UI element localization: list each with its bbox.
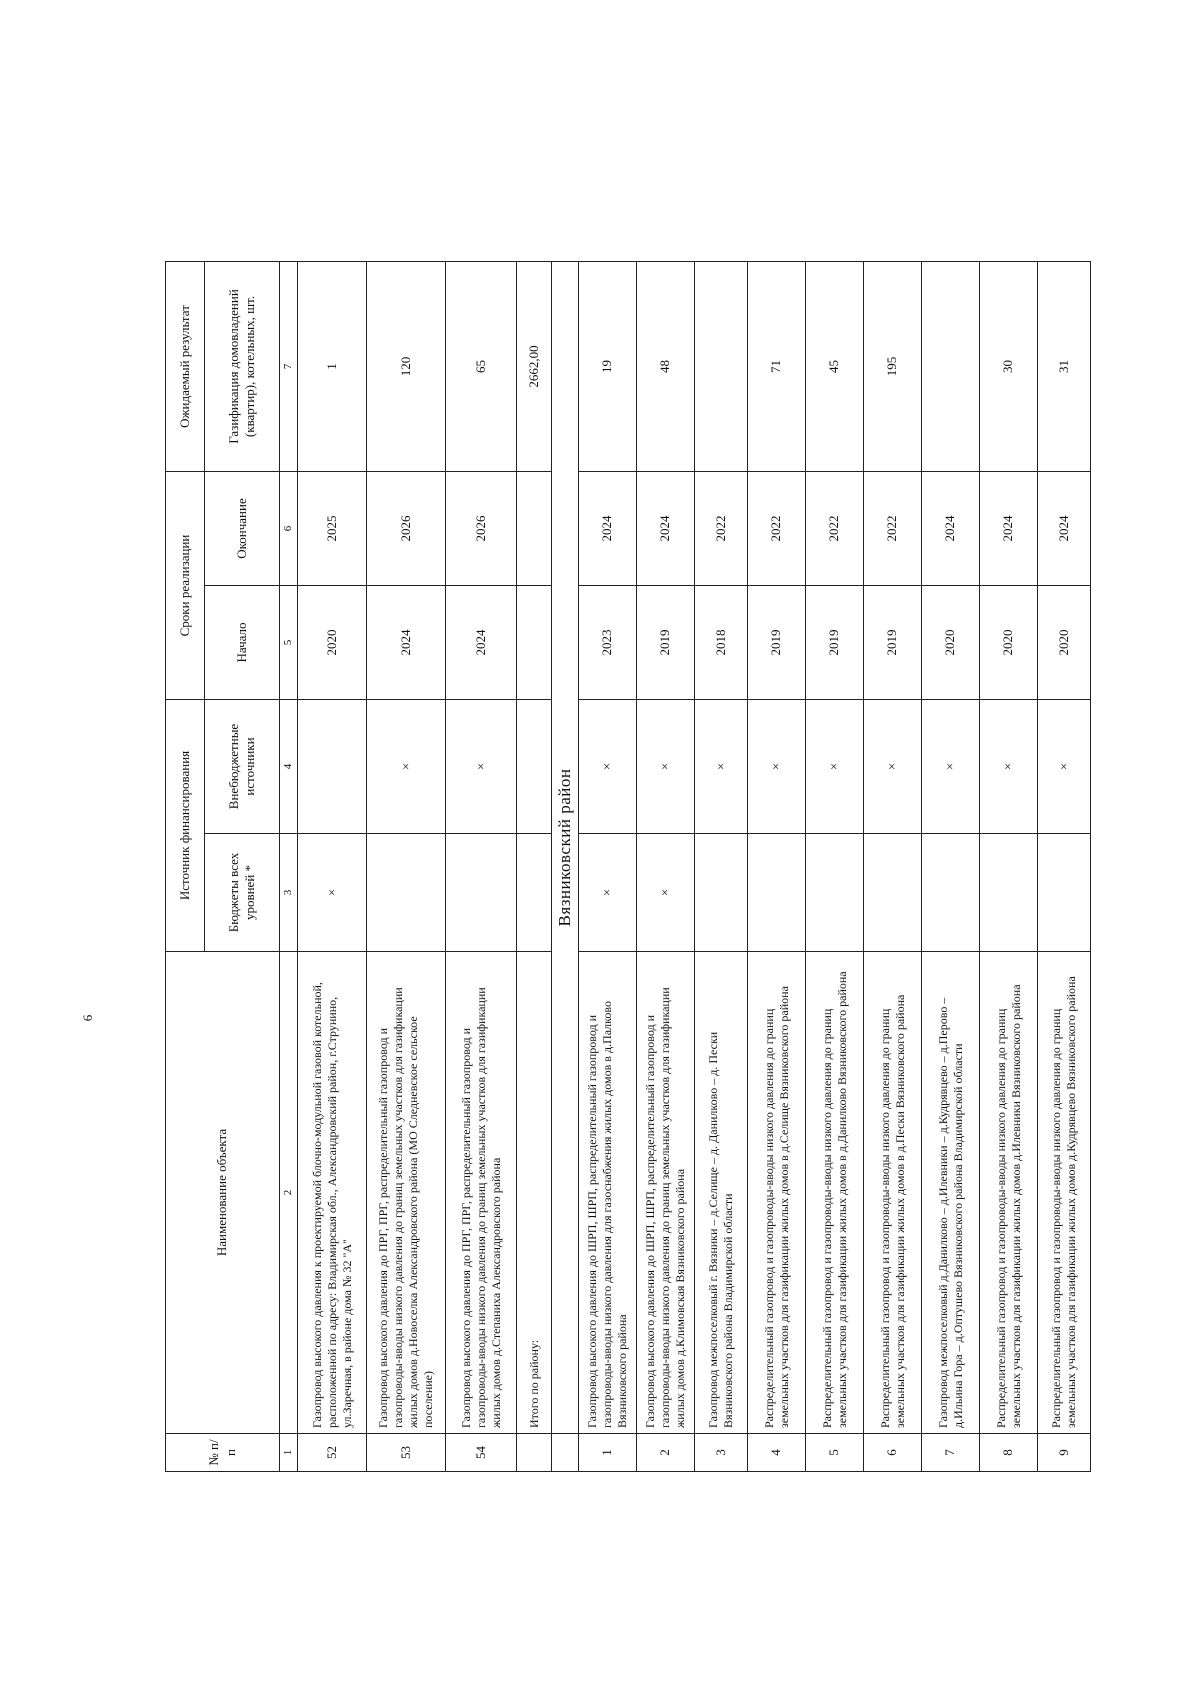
object-name: Распределительный газопровод и газопроводы-вводы низкого давления до границ земельных участков для газификации жилых домов в д.Пески Вязниковского района: [864, 952, 922, 1434]
result-value: 45: [806, 261, 864, 471]
extra-cell: ×: [579, 700, 637, 834]
header-result-sub: Газификация домовладений (квартир), котельных, шт.: [205, 261, 280, 471]
result-value: 195: [864, 261, 922, 471]
table-row: [367, 261, 446, 1471]
end-year: 2026: [446, 471, 517, 585]
budget-cell: [806, 834, 864, 952]
extra-cell: ×: [367, 700, 446, 834]
extra-cell: ×: [864, 700, 922, 834]
extra-cell: ×: [980, 700, 1038, 834]
object-name: Газопровод высокого давления к проектируемой блочно-модульной газовой котельной, расположенной по адресу: Владимирская обл., Александровский район, г.Струнино, ул.Заречная, в районе дома № 32 "А": [298, 952, 367, 1434]
result-value: 48: [637, 261, 695, 471]
start-year: 2020: [980, 586, 1038, 700]
end-year: 2024: [1038, 471, 1091, 585]
budget-cell: [446, 834, 517, 952]
budget-cell: ×: [298, 834, 367, 952]
result-value: 120: [367, 261, 446, 471]
col-number: 7: [280, 261, 298, 471]
start-year: 2023: [579, 586, 637, 700]
budget-cell: [1038, 834, 1091, 952]
extra-cell: ×: [806, 700, 864, 834]
extra-cell: ×: [922, 700, 980, 834]
header-end: Окончание: [205, 471, 280, 585]
start-year: 2024: [367, 586, 446, 700]
header-financing: Источник финансирования: [166, 700, 205, 952]
start-year: 2019: [637, 586, 695, 700]
end-year: 2022: [695, 471, 748, 585]
rotated-page: [165, 262, 1165, 1472]
table-row: [579, 261, 637, 1471]
extra-cell: ×: [446, 700, 517, 834]
start-year: 2020: [298, 586, 367, 700]
object-name: Газопровод высокого давления до ПРГ, ПРГ, распределительный газопровод и газопроводы-вводы низкого давления до границ земельных участков для газификации жилых домов д.Степаниха Александровского района: [446, 952, 517, 1434]
start-year: 2018: [695, 586, 748, 700]
row-number: 2: [637, 1434, 695, 1472]
end-year: 2026: [367, 471, 446, 585]
row-number: 7: [922, 1434, 980, 1472]
col-number: 3: [280, 834, 298, 952]
page-number: 6: [80, 1014, 95, 1022]
table-row: [748, 261, 806, 1471]
gasification-table: [165, 261, 1091, 1472]
table-row: [695, 261, 748, 1471]
total-label: Итого по району:: [517, 952, 552, 1434]
budget-cell: [367, 834, 446, 952]
budget-cell: [864, 834, 922, 952]
section-row: [552, 261, 579, 1471]
table-row: [1038, 261, 1091, 1471]
budget-cell: [748, 834, 806, 952]
total-row: [517, 261, 552, 1471]
header-result: Ожидаемый результат: [166, 261, 205, 471]
result-value: 31: [1038, 261, 1091, 471]
budget-cell: ×: [637, 834, 695, 952]
table-row: [298, 261, 367, 1471]
col-number: 1: [280, 1434, 298, 1472]
start-year: 2020: [1038, 586, 1091, 700]
section-title: Вязниковский район: [552, 261, 579, 1433]
row-number: 5: [806, 1434, 864, 1472]
header-start: Начало: [205, 586, 280, 700]
header-num: № п/п: [166, 1434, 280, 1472]
result-value: 19: [579, 261, 637, 471]
extra-cell: ×: [695, 700, 748, 834]
budget-cell: [695, 834, 748, 952]
row-number: 8: [980, 1434, 1038, 1472]
table-row: [922, 261, 980, 1471]
object-name: Распределительный газопровод и газопроводы-вводы низкого давления до границ земельных участков для газификации жилых домов в д.Данилково Вязниковского района: [806, 952, 864, 1434]
end-year: 2024: [980, 471, 1038, 585]
row-number: 1: [579, 1434, 637, 1472]
header-extra: Внебюджетные источники: [205, 700, 280, 834]
result-value: [695, 261, 748, 471]
col-number: 2: [280, 952, 298, 1434]
result-value: 71: [748, 261, 806, 471]
result-value: 1: [298, 261, 367, 471]
table-row: [446, 261, 517, 1471]
table-row: [864, 261, 922, 1471]
extra-cell: ×: [748, 700, 806, 834]
object-name: Газопровод высокого давления до ШРП, ШРП, распределительный газопровод и газопроводы-вводы низкого давления до границ земельных участков для газификации жилых домов д.Климовская Вязниковского района: [637, 952, 695, 1434]
row-number: 4: [748, 1434, 806, 1472]
result-value: 30: [980, 261, 1038, 471]
result-value: [922, 261, 980, 471]
object-name: Распределительный газопровод и газопроводы-вводы низкого давления до границ земельных участков для газификации жилых домов д.Кудрявцево Вязниковского района: [1038, 952, 1091, 1434]
row-number: 54: [446, 1434, 517, 1472]
row-number: 53: [367, 1434, 446, 1472]
table-row: [806, 261, 864, 1471]
end-year: 2022: [748, 471, 806, 585]
object-name: Распределительный газопровод и газопроводы-вводы низкого давления до границ земельных участков для газификации жилых домов в д.Селище Вязниковского района: [748, 952, 806, 1434]
row-number: 6: [864, 1434, 922, 1472]
object-name: Газопровод межпоселковый д.Данилково – д.Илевники – д.Кудрявцево – д.Перово – д.Ильина Гора – д.Оптушево Вязниковского района Владимирской области: [922, 952, 980, 1434]
extra-cell: ×: [637, 700, 695, 834]
budget-cell: ×: [579, 834, 637, 952]
row-number: 52: [298, 1434, 367, 1472]
budget-cell: [922, 834, 980, 952]
header-budget: Бюджеты всех уровней *: [205, 834, 280, 952]
object-name: Распределительный газопровод и газопроводы-вводы низкого давления до границ земельных участков для газификации жилых домов д.Илевники Вязниковского района: [980, 952, 1038, 1434]
row-number: 9: [1038, 1434, 1091, 1472]
end-year: 2025: [298, 471, 367, 585]
object-name: Газопровод межпоселковый г. Вязники – д.Селище – д. Данилково – д. Пески Вязниковского района Владимирской области: [695, 952, 748, 1434]
header-terms: Сроки реализации: [166, 471, 205, 699]
table-row: [980, 261, 1038, 1471]
end-year: 2024: [579, 471, 637, 585]
total-value: 2662,00: [517, 261, 552, 471]
col-number: 6: [280, 471, 298, 585]
col-number: 4: [280, 700, 298, 834]
start-year: 2019: [748, 586, 806, 700]
object-name: Газопровод высокого давления до ПРГ, ПРГ, распределительный газопровод и газопроводы-вводы низкого давления до границ земельных участков для газификации жилых домов д.Новоселка Александровского района (МО Следневское сельское поселение): [367, 952, 446, 1434]
start-year: 2024: [446, 586, 517, 700]
end-year: 2024: [637, 471, 695, 585]
object-name: Газопровод высокого давления до ШРП, ШРП, распределительный газопровод и газопроводы-вводы низкого давления для газоснабжения жилых домов в д.Палково Вязниковского района: [579, 952, 637, 1434]
end-year: 2022: [806, 471, 864, 585]
end-year: 2024: [922, 471, 980, 585]
header-name: Наименование объекта: [166, 952, 280, 1434]
start-year: 2019: [806, 586, 864, 700]
extra-cell: [298, 700, 367, 834]
start-year: 2020: [922, 586, 980, 700]
row-number: 3: [695, 1434, 748, 1472]
table-row: [637, 261, 695, 1471]
start-year: 2019: [864, 586, 922, 700]
budget-cell: [980, 834, 1038, 952]
extra-cell: ×: [1038, 700, 1091, 834]
result-value: 65: [446, 261, 517, 471]
col-number: 5: [280, 586, 298, 700]
end-year: 2022: [864, 471, 922, 585]
